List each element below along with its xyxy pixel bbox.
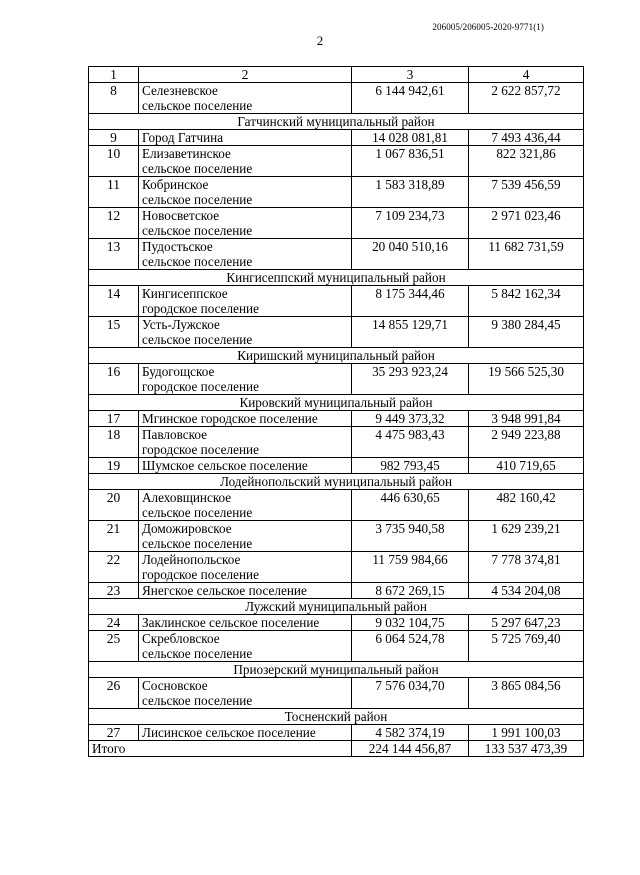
value-col4: 5 725 769,40	[469, 631, 584, 662]
settlement-name-line: Заклинское сельское поселение	[142, 615, 320, 630]
value-col4: 9 380 284,45	[469, 317, 584, 348]
district-name: Тосненский район	[89, 709, 584, 725]
value-col3: 14 028 081,81	[352, 130, 469, 146]
settlement-name-line: Елизаветинское	[142, 146, 231, 161]
settlement-name	[139, 458, 352, 474]
district-name: Киришский муниципальный район	[89, 348, 584, 364]
settlement-name-line: сельское поселение	[142, 223, 253, 238]
settlement-name	[139, 286, 352, 317]
district-header-row	[89, 270, 584, 286]
settlement-name	[139, 83, 352, 114]
row-number: 9	[89, 130, 139, 146]
page-number: 2	[316, 33, 324, 48]
settlement-name	[139, 678, 352, 709]
total-label: Итого	[89, 741, 352, 757]
settlement-name-line: Лисинское сельское поселение	[142, 725, 316, 740]
settlement-name-line: городское поселение	[142, 379, 259, 394]
value-col3: 20 040 510,16	[352, 239, 469, 270]
table-body	[89, 83, 584, 741]
table-row	[89, 177, 584, 208]
value-col4: 1 629 239,21	[469, 521, 584, 552]
column-number-row	[89, 67, 584, 83]
settlement-name-line: городское поселение	[142, 567, 259, 582]
value-col3: 14 855 129,71	[352, 317, 469, 348]
district-name: Приозерский муниципальный район	[89, 662, 584, 678]
settlement-name-line: сельское поселение	[142, 332, 253, 347]
table-row	[89, 411, 584, 427]
district-header-row	[89, 348, 584, 364]
settlement-name	[139, 521, 352, 552]
value-col4: 482 160,42	[469, 490, 584, 521]
settlement-name	[139, 411, 352, 427]
row-number: 25	[89, 631, 139, 662]
value-col3: 7 576 034,70	[352, 678, 469, 709]
value-col3: 1 067 836,51	[352, 146, 469, 177]
value-col4: 1 991 100,03	[469, 725, 584, 741]
row-number: 18	[89, 427, 139, 458]
settlement-name-line: Город Гатчина	[142, 130, 224, 145]
row-number: 24	[89, 615, 139, 631]
district-header-row	[89, 114, 584, 130]
settlement-name-line: Мгинское городское поселение	[142, 411, 318, 426]
value-col3: 4 582 374,19	[352, 725, 469, 741]
settlement-name-line: Лодейнопольское	[142, 552, 241, 567]
total-value-col4: 133 537 473,39	[469, 741, 584, 757]
settlement-name-line: Сосновское	[142, 678, 208, 693]
value-col4: 11 682 731,59	[469, 239, 584, 270]
settlement-name-line: сельское поселение	[142, 254, 253, 269]
row-number: 20	[89, 490, 139, 521]
settlement-name	[139, 490, 352, 521]
settlement-name-line: Пудостьское	[142, 239, 213, 254]
settlement-name	[139, 725, 352, 741]
value-col3: 9 032 104,75	[352, 615, 469, 631]
settlement-name-line: сельское поселение	[142, 646, 253, 661]
value-col3: 4 475 983,43	[352, 427, 469, 458]
column-header-2: 2	[139, 67, 352, 83]
settlement-name-line: Алеховщинское	[142, 490, 232, 505]
value-col3: 3 735 940,58	[352, 521, 469, 552]
district-header-row	[89, 709, 584, 725]
value-col4: 2 971 023,46	[469, 208, 584, 239]
value-col4: 5 297 647,23	[469, 615, 584, 631]
district-header-row	[89, 599, 584, 615]
table-row	[89, 458, 584, 474]
value-col3: 7 109 234,73	[352, 208, 469, 239]
settlement-name-line: Будогощское	[142, 364, 215, 379]
settlement-name	[139, 130, 352, 146]
row-number: 14	[89, 286, 139, 317]
total-row	[89, 741, 584, 757]
settlement-name-line: городское поселение	[142, 301, 259, 316]
value-col3: 8 672 269,15	[352, 583, 469, 599]
settlements-table	[88, 66, 584, 757]
settlement-name-line: сельское поселение	[142, 98, 253, 113]
settlement-name	[139, 317, 352, 348]
value-col3: 982 793,45	[352, 458, 469, 474]
value-col3: 6 144 942,61	[352, 83, 469, 114]
district-name: Гатчинский муниципальный район	[89, 114, 584, 130]
value-col3: 9 449 373,32	[352, 411, 469, 427]
row-number: 26	[89, 678, 139, 709]
value-col4: 4 534 204,08	[469, 583, 584, 599]
value-col4: 5 842 162,34	[469, 286, 584, 317]
value-col4: 7 539 456,59	[469, 177, 584, 208]
settlement-name-line: сельское поселение	[142, 161, 253, 176]
table-row	[89, 631, 584, 662]
value-col4: 3 865 084,56	[469, 678, 584, 709]
settlement-name-line: Павловское	[142, 427, 207, 442]
settlement-name-line: Шумское сельское поселение	[142, 458, 308, 473]
row-number: 27	[89, 725, 139, 741]
value-col4: 3 948 991,84	[469, 411, 584, 427]
value-col4: 822 321,86	[469, 146, 584, 177]
settlement-name	[139, 552, 352, 583]
table-row	[89, 130, 584, 146]
settlement-name-line: сельское поселение	[142, 536, 253, 551]
table-row	[89, 286, 584, 317]
settlement-name	[139, 364, 352, 395]
settlement-name-line: Новосветское	[142, 208, 220, 223]
settlement-name-line: Селезневское	[142, 83, 218, 98]
row-number: 12	[89, 208, 139, 239]
settlement-name-line: Доможировское	[142, 521, 232, 536]
value-col4: 2 949 223,88	[469, 427, 584, 458]
row-number: 21	[89, 521, 139, 552]
settlement-name-line: Янегское сельское поселение	[142, 583, 307, 598]
table-row	[89, 208, 584, 239]
settlement-name-line: Кингисеппское	[142, 286, 228, 301]
settlement-name	[139, 177, 352, 208]
table-row	[89, 552, 584, 583]
row-number: 19	[89, 458, 139, 474]
value-col4: 7 778 374,81	[469, 552, 584, 583]
settlement-name-line: Усть-Лужское	[142, 317, 220, 332]
table-row	[89, 317, 584, 348]
column-header-3: 3	[352, 67, 469, 83]
row-number: 17	[89, 411, 139, 427]
table-row	[89, 490, 584, 521]
table-row	[89, 146, 584, 177]
district-name: Лодейнопольский муниципальный район	[89, 474, 584, 490]
row-number: 23	[89, 583, 139, 599]
row-number: 15	[89, 317, 139, 348]
settlement-name-line: сельское поселение	[142, 192, 253, 207]
settlement-name	[139, 239, 352, 270]
value-col3: 1 583 318,89	[352, 177, 469, 208]
value-col3: 35 293 923,24	[352, 364, 469, 395]
settlement-name	[139, 583, 352, 599]
settlement-name	[139, 146, 352, 177]
table-row	[89, 427, 584, 458]
settlement-name-line: сельское поселение	[142, 693, 253, 708]
row-number: 11	[89, 177, 139, 208]
value-col3: 446 630,65	[352, 490, 469, 521]
district-name: Кингисеппский муниципальный район	[89, 270, 584, 286]
district-header-row	[89, 474, 584, 490]
settlement-name-line: Скребловское	[142, 631, 220, 646]
district-header-row	[89, 395, 584, 411]
value-col3: 11 759 984,66	[352, 552, 469, 583]
value-col4: 2 622 857,72	[469, 83, 584, 114]
document-id: 206005/206005-2020-9771(1)	[432, 22, 544, 32]
table-row	[89, 239, 584, 270]
row-number: 13	[89, 239, 139, 270]
total-value-col3: 224 144 456,87	[352, 741, 469, 757]
table-row	[89, 83, 584, 114]
settlement-name-line: городское поселение	[142, 442, 259, 457]
table-row	[89, 521, 584, 552]
table-row	[89, 678, 584, 709]
row-number: 22	[89, 552, 139, 583]
settlement-name	[139, 631, 352, 662]
district-name: Лужский муниципальный район	[89, 599, 584, 615]
value-col3: 6 064 524,78	[352, 631, 469, 662]
table-row	[89, 615, 584, 631]
row-number: 16	[89, 364, 139, 395]
settlement-name	[139, 615, 352, 631]
value-col4: 7 493 436,44	[469, 130, 584, 146]
value-col4: 410 719,65	[469, 458, 584, 474]
district-name: Кировский муниципальный район	[89, 395, 584, 411]
settlement-name-line: Кобринское	[142, 177, 209, 192]
value-col4: 19 566 525,30	[469, 364, 584, 395]
settlement-name-line: сельское поселение	[142, 505, 253, 520]
table-row	[89, 583, 584, 599]
settlement-name	[139, 427, 352, 458]
table-row	[89, 725, 584, 741]
column-header-4: 4	[469, 67, 584, 83]
row-number: 8	[89, 83, 139, 114]
district-header-row	[89, 662, 584, 678]
table-row	[89, 364, 584, 395]
column-header-1: 1	[89, 67, 139, 83]
value-col3: 8 175 344,46	[352, 286, 469, 317]
settlement-name	[139, 208, 352, 239]
row-number: 10	[89, 146, 139, 177]
